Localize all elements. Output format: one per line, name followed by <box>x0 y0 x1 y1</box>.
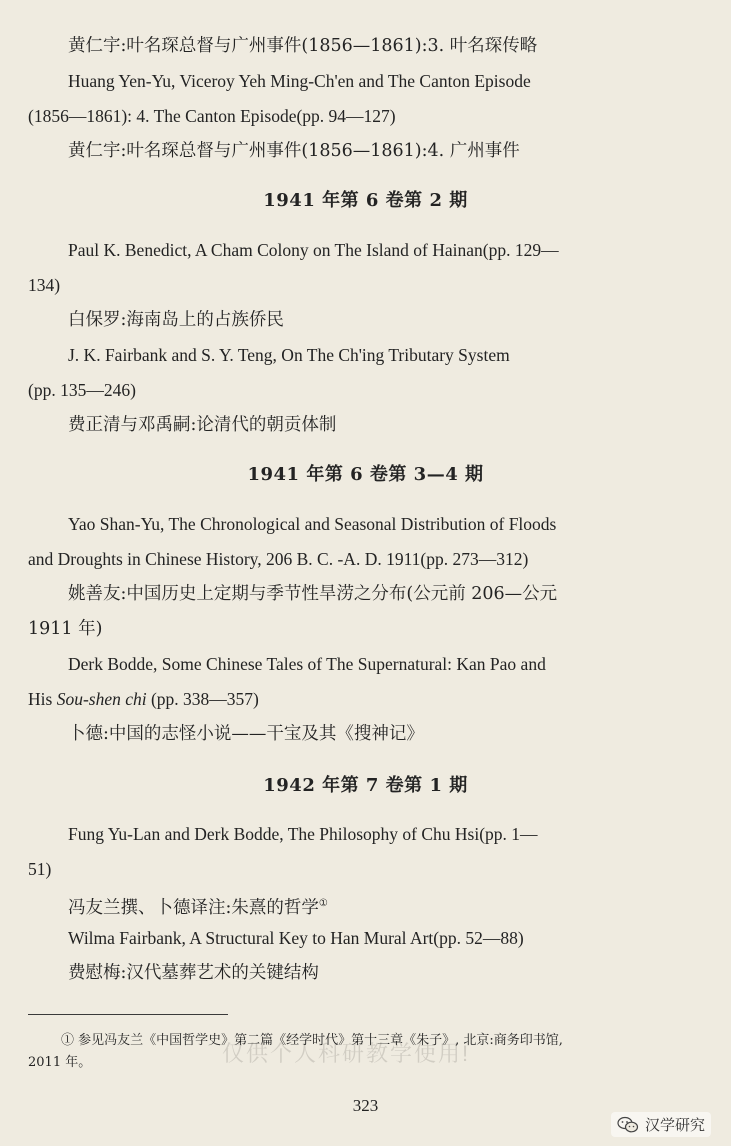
issue-heading: 1941 年第 6 卷第 2 期 <box>263 190 468 211</box>
entry-english-title-cont: 134) <box>28 275 61 295</box>
footnote-marker: ① <box>318 898 328 909</box>
page-number: 323 <box>352 1096 379 1115</box>
entry-chinese-title: 费正清与邓禹嗣:论清代的朝贡体制 <box>68 415 337 435</box>
text-span: (pp. 338—357) <box>146 689 259 709</box>
entry-chinese-title: 费慰梅:汉代墓葬艺术的关键结构 <box>68 963 319 983</box>
entry-chinese-title: 卜德:中国的志怪小说——干宝及其《搜神记》 <box>68 724 424 744</box>
wechat-icon <box>617 1116 639 1134</box>
bleed-through-text: 仅供个人科研教学使用! <box>222 1041 471 1066</box>
issue-heading: 1942 年第 7 卷第 1 期 <box>263 775 468 796</box>
entry-english-title: J. K. Fairbank and S. Y. Teng, On The Ch'ing Tributary System <box>68 345 510 365</box>
watermark-label: 汉学研究 <box>644 1116 705 1134</box>
entry-chinese-title-cont: 1911 年) <box>28 619 103 639</box>
entry-chinese-title: 黄仁宇:叶名琛总督与广州事件(1856—1861):4. 广州事件 <box>68 141 520 161</box>
issue-heading: 1941 年第 6 卷第 3—4 期 <box>247 464 484 485</box>
entry-english-title-cont: (1856—1861): 4. The Canton Episode(pp. 94—127) <box>28 106 396 126</box>
entry-english-title: Yao Shan-Yu, The Chronological and Seasonal Distribution of Floods <box>68 514 557 534</box>
entry-english-title: Huang Yen-Yu, Viceroy Yeh Ming-Ch'en and The Canton Episode <box>68 71 531 91</box>
entry-english-title: Fung Yu-Lan and Derk Bodde, The Philosophy of Chu Hsi(pp. 1— <box>68 824 538 844</box>
entry-english-title-cont: 51) <box>28 859 52 879</box>
footnote-rule <box>28 1014 228 1015</box>
entry-english-title-cont: and Droughts in Chinese History, 206 B. C. -A. D. 1911(pp. 273—312) <box>28 549 529 569</box>
entry-english-title-cont <box>0 687 731 711</box>
footnote-text-cont: 2011 年。 <box>28 1055 92 1070</box>
entry-chinese-title: 黄仁宇:叶名琛总督与广州事件(1856—1861):3. 叶名琛传略 <box>68 36 538 56</box>
wechat-watermark <box>611 1112 711 1137</box>
text-span: His <box>28 689 57 709</box>
italic-title: Sou-shen chi <box>56 689 147 709</box>
entry-chinese-title: 白保罗:海南岛上的占族侨民 <box>68 310 284 330</box>
entry-english-title: Paul K. Benedict, A Cham Colony on The Island of Hainan(pp. 129— <box>68 240 559 260</box>
entry-english-title: Wilma Fairbank, A Structural Key to Han Mural Art(pp. 52—88) <box>68 928 524 948</box>
entry-english-title-cont: (pp. 135—246) <box>28 380 136 400</box>
text-span: 冯友兰撰、卜德译注:朱熹的哲学 <box>68 897 319 918</box>
entry-english-title: Derk Bodde, Some Chinese Tales of The Supernatural: Kan Pao and <box>68 654 546 674</box>
entry-chinese-title: 姚善友:中国历史上定期与季节性旱涝之分布(公元前 206—公元 <box>68 584 558 604</box>
entry-chinese-title <box>0 892 731 920</box>
footnote-text: ① 参见冯友兰《中国哲学史》第二篇《经学时代》第十三章《朱子》, 北京:商务印书馆, <box>61 1033 563 1048</box>
